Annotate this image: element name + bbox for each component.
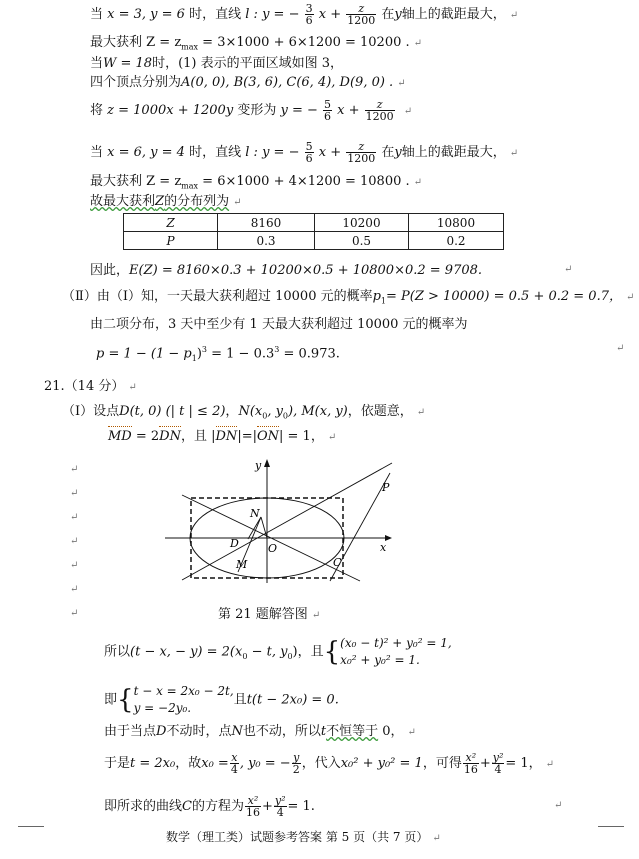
label-O: O xyxy=(268,542,278,555)
label-C: C xyxy=(333,556,342,569)
label-D: D xyxy=(230,537,239,550)
table-row: P 0.3 0.5 0.2 xyxy=(124,232,504,250)
footer-rule-right xyxy=(598,826,624,827)
text-line-part2-2: 由二项分布，3 天中至少有 1 天最大获利超过 10000 元的概率为 xyxy=(90,317,468,332)
text-line-21-1: （Ⅰ）设点D(t, 0) (| t | ≤ 2)，$N(x_0$, $y_0$), M(x, y)，依题意， ↵ xyxy=(62,404,426,421)
text-line-6: 当 x = 6, y = 4 时，直线 l : y = − $\frac{5}{6}$ x + $\frac{z}{1200}$ 在y轴上的截距最大， ↵ xyxy=(90,140,519,165)
text-line-8: 故最大获利Z的分布列为 ↵ xyxy=(90,194,242,209)
text-line-4: 四个顶点分别为A(0, 0), B(3, 6), C(6, 4), D(9, 0) . ↵ xyxy=(90,75,406,90)
text-line-3: 当W = 18时，(1) 表示的平面区域如图 3， xyxy=(90,56,344,71)
label-M: M xyxy=(236,558,248,571)
return-mark: ↵ xyxy=(509,10,519,21)
text-line-s4: 于是t = 2x₀，故x₀ = $\frac{x}{4}$ , y₀ = − $\frac{y}{2}$ ，代入x₀² + y₀² = 1，可得 $\frac{\text{x²}}{16}$ + $\frac{\text{y²}}{4}$ = 1， ↵ xyxy=(104,751,555,776)
text-line-21-2: MD = 2DN，且 |DN|=|ON| = 1， ↵ xyxy=(108,429,337,444)
text-line-s5: 即所求的曲线C的方程为 $\frac{\text{x²}}{16}$ + $\frac{\text{y²}}{4}$ = 1. xyxy=(104,794,315,819)
label-P: P xyxy=(382,481,390,494)
y-axis-arrow xyxy=(264,459,270,467)
label-y: y xyxy=(255,459,262,472)
text-line-2: 最大获利 $Z = z_{max} = 3\times 1000 + 6\times 1200 = 10200$ . ↵ xyxy=(90,35,423,52)
text-line-5: 将 z = 1000x + 1200y 变形为 y = − $\frac{5}{6}$ x + $\frac{z}{1200}$ ↵ xyxy=(90,98,413,123)
fraction: $\frac{3}{6}$ xyxy=(305,2,313,27)
label-x: x xyxy=(380,541,387,554)
fraction: $\frac{z}{1200}$ xyxy=(347,2,376,27)
figure-caption: 第 21 题解答图 ↵ xyxy=(218,607,321,622)
return-marks-column: ↵ ↵ ↵ ↵ ↵ ↵ ↵ xyxy=(70,464,79,619)
text-line-s2: 即{t − x = 2x₀ − 2t, y = −2y₀.且t(t − 2x₀) = 0. xyxy=(104,684,339,715)
question-21-title: 21.（14 分） ↵ xyxy=(44,379,137,394)
ellipse-figure xyxy=(160,455,400,585)
text-line-s1: 所以(t − x, − $y) = 2(x_0 - t$, $y_0$)，且{(x₀ − t)² + y₀² = 1, x₀² + y₀² = 1. xyxy=(104,636,452,667)
text-line-1: 当 x = 3, y = 6 时，直线 l : y = − $\frac{3}{6}$ x + $\frac{z}{1200}$ 在y轴上的截距最大， ↵ xyxy=(90,2,519,27)
label-N: N xyxy=(250,507,260,520)
text-line-9: 因此，E(Z) = 8160×0.3 + 10200×0.5 + 10800×0.2 = 9708. xyxy=(90,263,483,278)
text-line-7: 最大获利 $Z = z_{max} = 6\times 1000 + 4\times 1200 = 10800$ . ↵ xyxy=(90,174,423,191)
footer-rule-left xyxy=(18,826,44,827)
page-footer: 数学（理工类）试题参考答案 第 5 页（共 7 页） ↵ xyxy=(166,830,441,844)
text-line-part2-3: $p = 1 - (1 - p_1)^3 = 1 - 0.3^3 = 0.973$. xyxy=(96,345,340,363)
text-line-s3: 由于当点D不动时，点N也不动，所以t不恒等于 0， ↵ xyxy=(104,724,416,739)
table-row: Z 8160 10200 10800 xyxy=(124,214,504,232)
line-2 xyxy=(182,463,392,580)
text-line-part2: （Ⅱ）由（Ⅰ）知，一天最大获利超过 10000 元的概率$p_1= P(Z > 10000) = 0.5 + 0.2 = 0.7$， ↵ xyxy=(62,289,635,306)
distribution-table xyxy=(123,213,504,250)
